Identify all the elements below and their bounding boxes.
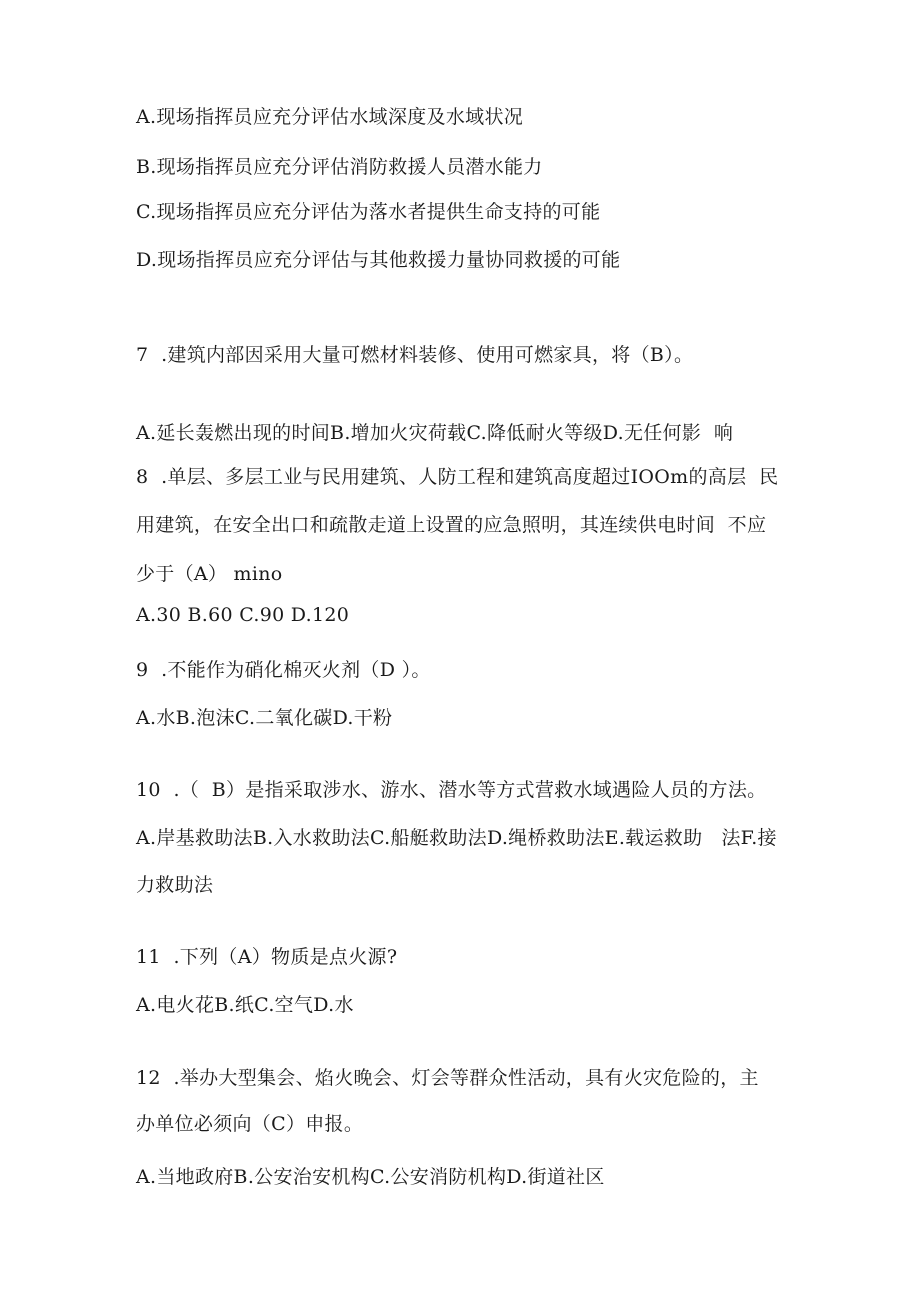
question-12-options: A.当地政府B.公安治安机构C.公安消防机构D.街道社区	[136, 1166, 605, 1188]
question-7-stem: 7 .建筑内部因采用大量可燃材料装修、使用可燃家具，将（B）。	[136, 344, 694, 366]
question-8-options: A.30 B.60 C.90 D.120	[136, 604, 350, 626]
question-11-stem: 11 .下列（A）物质是点火源?	[136, 946, 398, 968]
question-10-stem: 10 .（ B）是指采取涉水、游水、潜水等方式营救水域遇险人员的方法。	[136, 779, 767, 801]
option-b: B.现场指挥员应充分评估消防救援人员潜水能力	[136, 156, 543, 178]
question-12-stem-line: 12 .举办大型集会、焰火晚会、灯会等群众性活动，具有火灾危险的，主	[136, 1067, 759, 1089]
question-11-options: A.电火花B.纸C.空气D.水	[136, 994, 354, 1016]
question-8-stem-line: 少于（A） mino	[136, 563, 283, 585]
question-8-stem-line: 用建筑，在安全出口和疏散走道上设置的应急照明，其连续供电时间 不应	[136, 514, 767, 536]
question-10-options-line: 力救助法	[136, 874, 214, 896]
question-10-options-line: A.岸基救助法B.入水救助法C.船艇救助法D.绳桥救助法E.载运救助 法F.接	[136, 827, 777, 849]
option-c: C.现场指挥员应充分评估为落水者提供生命支持的可能	[136, 201, 601, 223]
question-12-stem-line: 办单位必须向（C）申报。	[136, 1113, 364, 1135]
option-a: A.现场指挥员应充分评估水域深度及水域状况	[136, 106, 524, 128]
question-8-stem-line: 8 .单层、多层工业与民用建筑、人防工程和建筑高度超过IOOm的高层 民	[136, 466, 779, 488]
question-9-options: A.水B.泡沫C.二氧化碳D.干粉	[136, 707, 393, 729]
option-d: D.现场指挥员应充分评估与其他救援力量协同救援的可能	[136, 249, 621, 271]
question-7-options: A.延长轰燃出现的时间B.增加火灾荷载C.降低耐火等级D.无任何影 响	[136, 422, 734, 444]
question-9-stem: 9 .不能作为硝化棉灭火剂（D ）。	[136, 659, 431, 681]
